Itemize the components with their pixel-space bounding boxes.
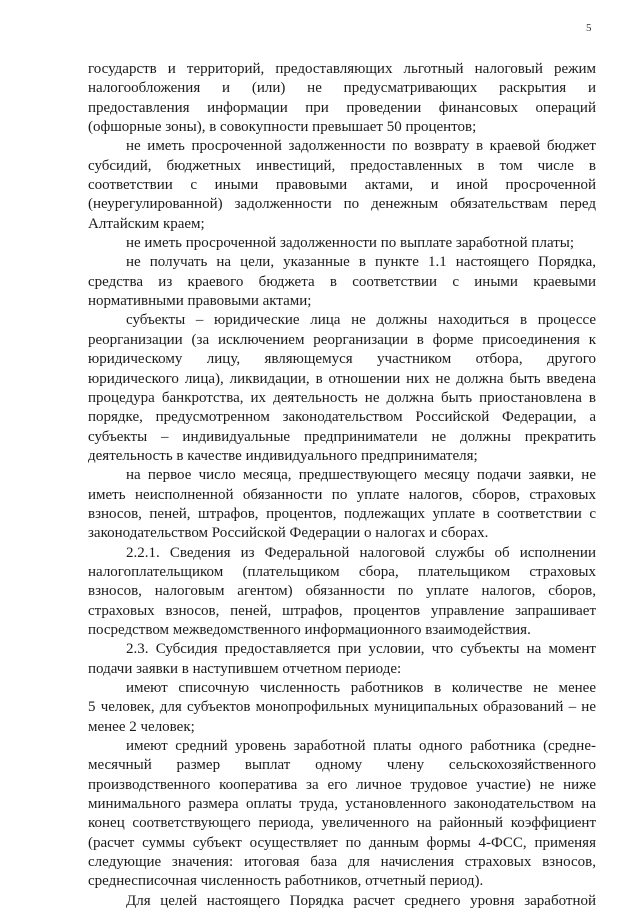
text-line: субсидий, бюджетных инвестиций, предоставленных в том числе в — [88, 157, 596, 174]
text-line: налогообложения и (или) не предусматривающих раскрытия и — [88, 80, 596, 97]
text-line: (офшорные зоны), в совокупности превышает 50 процентов; — [88, 119, 477, 136]
text-line: менее 2 человек; — [88, 718, 195, 735]
text-line: имеют списочную численность работников в количестве не менее — [126, 680, 596, 696]
text-line: реорганизации (за исключением реорганизации в форме присоединения к — [88, 331, 596, 348]
text-line: средства из краевого бюджета в соответствии с иными краевыми — [88, 273, 596, 290]
text-line: налогоплательщиком (плательщиком сбора, плательщиком страховых — [88, 563, 596, 580]
text-line: Алтайским краем; — [88, 215, 205, 232]
text-line: деятельность в качестве индивидуального предпринимателя; — [88, 447, 478, 464]
text-line: субъекты – индивидуальные предприниматели не должны прекратить — [88, 428, 596, 445]
text-line: следующие значения: итоговая база для начисления страховых взносов, — [88, 854, 596, 871]
text-line: имеют средний уровень заработной платы одного работника (средне- — [126, 738, 596, 755]
text-line: соответствии с иными правовыми актами, и иной просроченной — [88, 177, 596, 194]
document-body — [88, 60, 596, 911]
text-line: 5 человек, для субъектов монопрофильных муниципальных образований – не — [88, 699, 596, 716]
text-line: субъекты – юридические лица не должны находиться в процессе — [126, 312, 596, 329]
text-line: месячный размер выплат одному члену сельскохозяйственного — [88, 757, 596, 774]
text-line: посредством межведомственного информационного взаимодействия. — [88, 621, 531, 638]
page-number: 5 — [586, 22, 592, 34]
text-line: не иметь просроченной задолженности по выплате заработной платы; — [126, 235, 575, 252]
text-line: не иметь просроченной задолженности по возврату в краевой бюджет — [126, 138, 596, 155]
text-line: на первое число месяца, предшествующего месяцу подачи заявки, не — [126, 467, 596, 484]
text-line: среднесписочная численность работников, отчетный период). — [88, 873, 484, 890]
text-line: производственного кооператива за его личное трудовое участие) не ниже — [88, 776, 596, 793]
text-line: юридическому лицу, являющемуся участником отбора, другого — [88, 351, 596, 368]
text-line: взносов, налоговым агентом) обязанности по уплате налогов, сборов, — [88, 583, 596, 600]
text-line: предоставления информации при проведении финансовых операций — [88, 99, 596, 116]
text-line: подачи заявки в наступившем отчетном периоде: — [88, 660, 402, 677]
text-line: (неурегулированной) задолженности по денежным обязательствам перед — [88, 196, 596, 213]
text-line: порядке, предусмотренном законодательством Российской Федерации, а — [88, 409, 596, 426]
text-line: государств и территорий, предоставляющих льготный налоговый режим — [88, 61, 596, 77]
text-line: (расчет суммы субъект осуществляет по данным формы 4-ФСС, применяя — [88, 834, 596, 851]
text-line: взносов, пеней, штрафов, процентов, подлежащих уплате в соответствии с — [88, 505, 596, 522]
text-line: нормативными правовыми актами; — [88, 293, 312, 310]
text-line: процедура банкротства, их деятельность не должна быть приостановлена в — [88, 389, 596, 406]
text-line: 2.3. Субсидия предоставляется при условии, что субъекты на момент — [126, 641, 596, 658]
text-line: Для целей настоящего Порядка расчет среднего уровня заработной — [126, 892, 596, 909]
text-line: иметь неисполненной обязанности по уплате налогов, сборов, страховых — [88, 486, 596, 503]
text-line: страховых взносов, пеней, штрафов, процентов управление запрашивает — [88, 602, 596, 619]
text-line: законодательством Российской Федерации о налогах и сборах. — [88, 525, 489, 542]
text-line: юридического лица), ликвидации, в отношении них не должна быть введена — [88, 370, 596, 387]
text-line: минимального размера оплаты труда, установленного законодательством на — [88, 796, 596, 813]
text-line: конец соответствующего периода, увеличенного на районный коэффициент — [88, 815, 596, 832]
text-line: не получать на цели, указанные в пункте 1.1 настоящего Порядка, — [126, 254, 596, 271]
text-line: 2.2.1. Сведения из Федеральной налоговой службы об исполнении — [126, 544, 596, 561]
